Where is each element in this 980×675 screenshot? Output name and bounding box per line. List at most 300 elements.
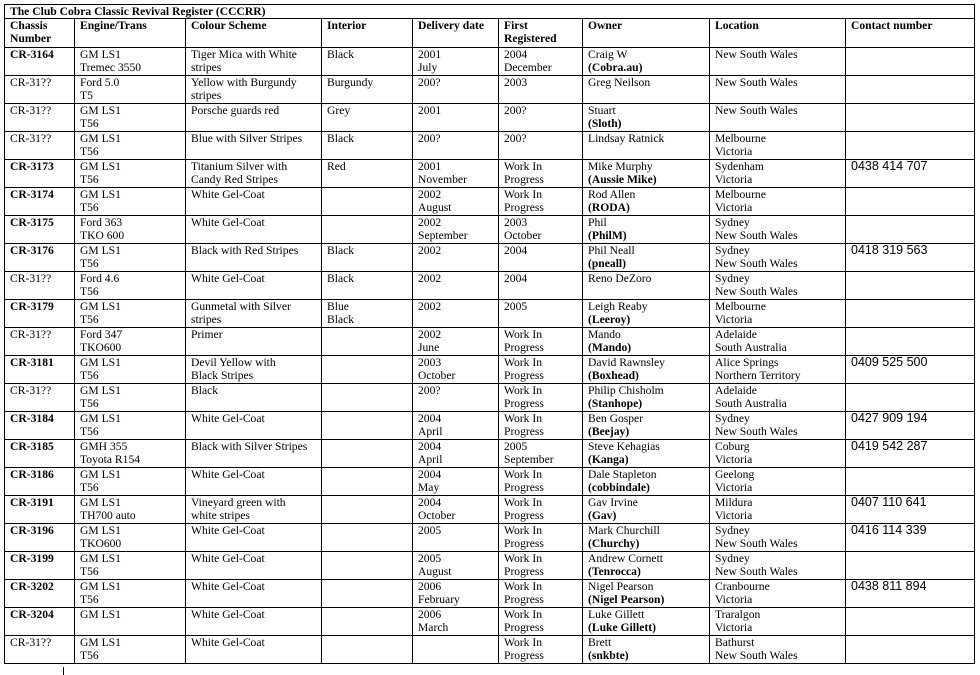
engine-cell-line: GM LS1 (80, 496, 121, 509)
delivery-cell-line: 2001 (418, 104, 442, 117)
delivery-cell-line: August (418, 565, 452, 579)
interior-cell-line: Blue (327, 300, 349, 313)
interior-cell (322, 48, 413, 76)
colour-cell-line: White Gel-Coat (191, 524, 265, 537)
table-row (5, 552, 975, 580)
interior-cell (322, 636, 413, 664)
interior-cell (322, 356, 413, 384)
engine-cell (75, 160, 186, 188)
owner-cell (583, 468, 710, 496)
colour-cell (186, 328, 322, 356)
column-header: Owner (583, 19, 710, 48)
chassis-cell: CR-31?? (5, 272, 75, 300)
delivery-cell (413, 524, 499, 552)
registered-cell-line: Work In (504, 608, 543, 621)
colour-cell (186, 216, 322, 244)
column-header: First Registered (499, 19, 583, 48)
delivery-cell-line: October (418, 369, 456, 383)
interior-cell (322, 244, 413, 272)
chassis-cell: CR-31?? (5, 636, 75, 664)
contact-cell (846, 328, 975, 356)
colour-cell-line: White Gel-Coat (191, 580, 265, 593)
delivery-cell-line: 2004 (418, 412, 442, 425)
registered-cell-line: Work In (504, 384, 543, 397)
registered-cell-line: 2003 (504, 216, 528, 229)
registered-cell-line: Work In (504, 412, 543, 425)
registered-cell-line: 2003 (504, 76, 528, 89)
location-cell-line: Sydney (715, 216, 750, 229)
contact-cell (846, 636, 975, 664)
delivery-cell-line: 200? (418, 76, 441, 89)
location-cell-line: Sydenham (715, 160, 764, 173)
chassis-cell: CR-3196 (5, 524, 75, 552)
owner-cell (583, 216, 710, 244)
colour-cell-line: Gunmetal with Silver (191, 300, 291, 313)
engine-cell-line: GM LS1 (80, 412, 121, 425)
table-row (5, 244, 975, 272)
engine-cell-line: GM LS1 (80, 552, 121, 565)
location-cell-line: Victoria (715, 313, 753, 327)
engine-cell-line: TKO 600 (80, 229, 125, 243)
colour-cell-line: White Gel-Coat (191, 552, 265, 565)
colour-cell (186, 580, 322, 608)
owner-cell (583, 496, 710, 524)
colour-cell (186, 412, 322, 440)
engine-cell-line: GMH 355 (80, 440, 128, 453)
engine-cell (75, 244, 186, 272)
delivery-cell-line: June (418, 341, 440, 355)
column-header: Location (710, 19, 846, 48)
contact-cell: 0438 414 707 (846, 160, 975, 188)
location-cell-line: New South Wales (715, 285, 798, 299)
owner-cell-line: Phil (588, 216, 607, 229)
location-cell (710, 300, 846, 328)
owner-cell (583, 160, 710, 188)
colour-cell-line: Devil Yellow with (191, 356, 276, 369)
registered-cell-line: October (504, 229, 542, 243)
register-rows (5, 48, 975, 664)
engine-cell (75, 272, 186, 300)
colour-cell-line: White Gel-Coat (191, 412, 265, 425)
engine-cell-line: GM LS1 (80, 244, 121, 257)
interior-cell (322, 328, 413, 356)
location-cell (710, 48, 846, 76)
table-row (5, 104, 975, 132)
contact-cell (846, 300, 975, 328)
owner-cell-line: (Luke Gillett) (588, 621, 656, 635)
registered-cell-line: Progress (504, 621, 544, 635)
owner-cell-line: (Gav) (588, 509, 617, 523)
chassis-cell: CR-3184 (5, 412, 75, 440)
delivery-cell (413, 636, 499, 664)
owner-cell (583, 244, 710, 272)
register-title: The Club Cobra Classic Revival Register (CCCRR) (5, 5, 975, 19)
owner-cell-line: Brett (588, 636, 612, 649)
interior-cell (322, 552, 413, 580)
delivery-cell (413, 496, 499, 524)
location-cell-line: South Australia (715, 341, 787, 355)
delivery-cell-line: July (418, 61, 438, 75)
owner-cell (583, 608, 710, 636)
engine-cell (75, 524, 186, 552)
engine-cell-line: T56 (80, 565, 99, 579)
register-table (4, 4, 975, 664)
interior-cell-line: Grey (327, 104, 351, 117)
interior-cell (322, 104, 413, 132)
location-cell (710, 216, 846, 244)
registered-cell (499, 496, 583, 524)
owner-cell-line: Mando (588, 328, 621, 341)
table-row (5, 328, 975, 356)
owner-cell-line: Rod Allen (588, 188, 636, 201)
contact-cell (846, 188, 975, 216)
colour-cell (186, 524, 322, 552)
location-cell-line: Coburg (715, 440, 750, 453)
location-cell-line: Victoria (715, 509, 753, 523)
table-row (5, 216, 975, 244)
owner-cell-line: (Sloth) (588, 117, 622, 131)
delivery-cell-line: 2005 (418, 552, 442, 565)
delivery-cell (413, 580, 499, 608)
location-cell (710, 468, 846, 496)
chassis-cell: CR-3191 (5, 496, 75, 524)
colour-cell-line: Blue with Silver Stripes (191, 132, 303, 145)
registered-cell-line: Work In (504, 524, 543, 537)
registered-cell-line: Work In (504, 328, 543, 341)
interior-cell (322, 300, 413, 328)
colour-cell-line: Porsche guards red (191, 104, 280, 117)
colour-cell (186, 272, 322, 300)
location-cell (710, 132, 846, 160)
owner-cell-line: Lindsay Ratnick (588, 132, 665, 145)
engine-cell-line: GM LS1 (80, 132, 121, 145)
contact-cell (846, 552, 975, 580)
engine-cell (75, 216, 186, 244)
location-cell-line: Adelaide (715, 384, 757, 397)
engine-cell-line: T56 (80, 425, 99, 439)
registered-cell (499, 552, 583, 580)
delivery-cell-line: May (418, 481, 440, 495)
owner-cell-line: (Churchy) (588, 537, 640, 551)
colour-cell (186, 496, 322, 524)
engine-cell (75, 328, 186, 356)
colour-cell (186, 76, 322, 104)
colour-cell-line: White Gel-Coat (191, 272, 265, 285)
table-row (5, 160, 975, 188)
location-cell (710, 552, 846, 580)
contact-cell: 0416 114 339 (846, 524, 975, 552)
delivery-cell (413, 440, 499, 468)
colour-cell (186, 188, 322, 216)
interior-cell-line: Black (327, 272, 355, 285)
registered-cell-line: Work In (504, 188, 543, 201)
colour-cell-line: Tiger Mica with White (191, 48, 297, 61)
interior-cell-line: Black (327, 132, 355, 145)
owner-cell-line: Dale Stapleton (588, 468, 657, 481)
registered-cell-line: Work In (504, 636, 543, 649)
location-cell-line: Adelaide (715, 328, 757, 341)
owner-cell (583, 636, 710, 664)
location-cell-line: Geelong (715, 468, 755, 481)
delivery-cell-line: November (418, 173, 467, 187)
delivery-cell-line: 200? (418, 384, 441, 397)
owner-cell (583, 104, 710, 132)
registered-cell-line: Progress (504, 593, 544, 607)
owner-cell-line: Mike Murphy (588, 160, 653, 173)
colour-cell-line: Yellow with Burgundy (191, 76, 297, 89)
delivery-cell-line: 2002 (418, 300, 442, 313)
colour-cell (186, 384, 322, 412)
location-cell-line: Melbourne (715, 132, 766, 145)
location-cell-line: New South Wales (715, 48, 798, 61)
delivery-cell (413, 608, 499, 636)
chassis-cell: CR-3204 (5, 608, 75, 636)
owner-cell-line: (Tenrocca) (588, 565, 641, 579)
engine-cell-line: GM LS1 (80, 48, 121, 61)
chassis-cell: CR-31?? (5, 132, 75, 160)
chassis-cell: CR-3173 (5, 160, 75, 188)
engine-cell-line: Ford 5.0 (80, 76, 120, 89)
owner-cell (583, 440, 710, 468)
table-row (5, 496, 975, 524)
colour-cell-line: Black with Red Stripes (191, 244, 299, 257)
registered-cell (499, 440, 583, 468)
owner-cell-line: Stuart (588, 104, 616, 117)
engine-cell-line: GM LS1 (80, 524, 121, 537)
table-row (5, 580, 975, 608)
owner-cell-line: Gav Irvine (588, 496, 638, 509)
owner-cell-line: (Mando) (588, 341, 632, 355)
location-cell-line: Melbourne (715, 300, 766, 313)
delivery-cell-line: 2004 (418, 468, 442, 481)
registered-cell-line: Work In (504, 580, 543, 593)
location-cell-line: Mildura (715, 496, 753, 509)
location-cell-line: New South Wales (715, 565, 798, 579)
location-cell-line: New South Wales (715, 425, 798, 439)
column-header: Contact number (846, 19, 975, 48)
delivery-cell-line: 2002 (418, 216, 442, 229)
location-cell (710, 76, 846, 104)
owner-cell-line: (PhilM) (588, 229, 627, 243)
registered-cell-line: Progress (504, 481, 544, 495)
colour-cell (186, 244, 322, 272)
colour-cell (186, 132, 322, 160)
registered-cell-line: Work In (504, 496, 543, 509)
interior-cell (322, 608, 413, 636)
location-cell-line: Victoria (715, 173, 753, 187)
contact-cell: 0438 811 894 (846, 580, 975, 608)
colour-cell-line: stripes (191, 89, 222, 103)
engine-cell-line: T56 (80, 481, 99, 495)
engine-cell-line: T56 (80, 173, 99, 187)
interior-cell-line: Burgundy (327, 76, 374, 89)
location-cell-line: Sydney (715, 524, 750, 537)
interior-cell-line: Black (327, 48, 355, 61)
registered-cell-line: Progress (504, 397, 544, 411)
colour-cell-line: Titanium Silver with (191, 160, 288, 173)
table-row (5, 468, 975, 496)
owner-cell-line: Philip Chisholm (588, 384, 664, 397)
colour-cell (186, 48, 322, 76)
owner-cell (583, 412, 710, 440)
owner-cell (583, 300, 710, 328)
engine-cell-line: GM LS1 (80, 160, 121, 173)
engine-cell (75, 104, 186, 132)
owner-cell-line: Phil Neall (588, 244, 635, 257)
chassis-cell: CR-3202 (5, 580, 75, 608)
owner-cell (583, 48, 710, 76)
owner-cell-line: Leigh Reaby (588, 300, 648, 313)
owner-cell-line: (pneall) (588, 257, 627, 271)
contact-cell: 0418 319 563 (846, 244, 975, 272)
location-cell (710, 496, 846, 524)
colour-cell-line: Primer (191, 328, 223, 341)
owner-cell-line: Nigel Pearson (588, 580, 654, 593)
location-cell (710, 440, 846, 468)
colour-cell (186, 160, 322, 188)
location-cell-line: New South Wales (715, 537, 798, 551)
delivery-cell-line: 2006 (418, 580, 442, 593)
owner-cell-line: (Beejay) (588, 425, 630, 439)
registered-cell-line: Progress (504, 509, 544, 523)
contact-cell: 0427 909 194 (846, 412, 975, 440)
chassis-cell: CR-3199 (5, 552, 75, 580)
engine-cell-line: T56 (80, 117, 99, 131)
delivery-cell-line: 2004 (418, 440, 442, 453)
chassis-cell: CR-3175 (5, 216, 75, 244)
contact-cell: 0407 110 641 (846, 496, 975, 524)
location-cell-line: Sydney (715, 244, 750, 257)
colour-cell (186, 552, 322, 580)
interior-cell (322, 188, 413, 216)
colour-cell-line: Black (191, 384, 219, 397)
interior-cell (322, 524, 413, 552)
delivery-cell-line: August (418, 201, 452, 215)
engine-cell (75, 188, 186, 216)
registered-cell-line: September (504, 453, 554, 467)
table-row (5, 76, 975, 104)
table-row (5, 132, 975, 160)
interior-cell (322, 132, 413, 160)
location-cell (710, 160, 846, 188)
owner-cell-line: (Nigel Pearson) (588, 593, 665, 607)
registered-cell-line: Work In (504, 160, 543, 173)
location-cell-line: Victoria (715, 201, 753, 215)
delivery-cell-line: April (418, 425, 443, 439)
location-cell-line: Cranbourne (715, 580, 770, 593)
column-header: Chassis Number (5, 19, 75, 48)
colour-cell (186, 300, 322, 328)
owner-cell (583, 272, 710, 300)
delivery-cell-line: 2004 (418, 496, 442, 509)
interior-cell (322, 384, 413, 412)
colour-cell-line: white stripes (191, 509, 250, 523)
engine-cell-line: T56 (80, 201, 99, 215)
column-header: Colour Scheme (186, 19, 322, 48)
colour-cell-line: stripes (191, 313, 222, 327)
delivery-cell (413, 552, 499, 580)
registered-cell (499, 104, 583, 132)
registered-cell-line: Progress (504, 425, 544, 439)
owner-cell (583, 552, 710, 580)
delivery-cell (413, 272, 499, 300)
engine-cell-line: GM LS1 (80, 580, 121, 593)
colour-cell-line: stripes (191, 61, 222, 75)
owner-cell-line: (Cobra.au) (588, 61, 643, 75)
contact-cell (846, 468, 975, 496)
delivery-cell-line: April (418, 453, 443, 467)
engine-cell-line: T56 (80, 313, 99, 327)
engine-cell-line: GM LS1 (80, 384, 121, 397)
registered-cell-line: Work In (504, 468, 543, 481)
location-cell-line: Melbourne (715, 188, 766, 201)
registered-cell (499, 132, 583, 160)
engine-cell-line: T56 (80, 369, 99, 383)
owner-cell-line: Reno DeZoro (588, 272, 652, 285)
table-row (5, 524, 975, 552)
owner-cell-line: (Aussie Mike) (588, 173, 657, 187)
chassis-cell: CR-3185 (5, 440, 75, 468)
delivery-cell (413, 244, 499, 272)
delivery-cell-line: 2001 (418, 48, 442, 61)
table-row (5, 272, 975, 300)
engine-cell-line: Ford 4.6 (80, 272, 120, 285)
registered-cell (499, 48, 583, 76)
location-cell-line: Sydney (715, 272, 750, 285)
colour-cell-line: White Gel-Coat (191, 188, 265, 201)
owner-cell-line: (Leeroy) (588, 313, 631, 327)
chassis-cell: CR-31?? (5, 384, 75, 412)
engine-cell-line: T56 (80, 285, 99, 299)
contact-cell (846, 48, 975, 76)
location-cell (710, 608, 846, 636)
owner-cell-line: Mark Churchill (588, 524, 660, 537)
table-row (5, 188, 975, 216)
contact-cell (846, 132, 975, 160)
interior-cell (322, 440, 413, 468)
register-document (4, 4, 975, 664)
delivery-cell (413, 412, 499, 440)
engine-cell-line: T5 (80, 89, 93, 103)
owner-cell-line: David Rawnsley (588, 356, 665, 369)
table-row (5, 636, 975, 664)
interior-cell (322, 496, 413, 524)
engine-cell-line: GM LS1 (80, 608, 121, 621)
owner-cell-line: (Kanga) (588, 453, 629, 467)
contact-cell: 0409 525 500 (846, 356, 975, 384)
contact-cell (846, 384, 975, 412)
registered-cell-line: 200? (504, 104, 527, 117)
interior-cell-line: Black (327, 244, 355, 257)
registered-cell-line: Progress (504, 537, 544, 551)
registered-cell-line: Progress (504, 369, 544, 383)
engine-cell-line: T56 (80, 593, 99, 607)
engine-cell-line: TH700 auto (80, 509, 136, 523)
location-cell (710, 356, 846, 384)
delivery-cell-line: 200? (418, 132, 441, 145)
registered-cell-line: Progress (504, 341, 544, 355)
location-cell (710, 244, 846, 272)
column-header: Delivery date (413, 19, 499, 48)
engine-cell-line: T56 (80, 257, 99, 271)
engine-cell-line: Tremec 3550 (80, 61, 142, 75)
delivery-cell (413, 216, 499, 244)
location-cell-line: Alice Springs (715, 356, 779, 369)
engine-cell (75, 440, 186, 468)
registered-cell-line: 2004 (504, 272, 528, 285)
location-cell-line: Sydney (715, 412, 750, 425)
contact-cell (846, 76, 975, 104)
